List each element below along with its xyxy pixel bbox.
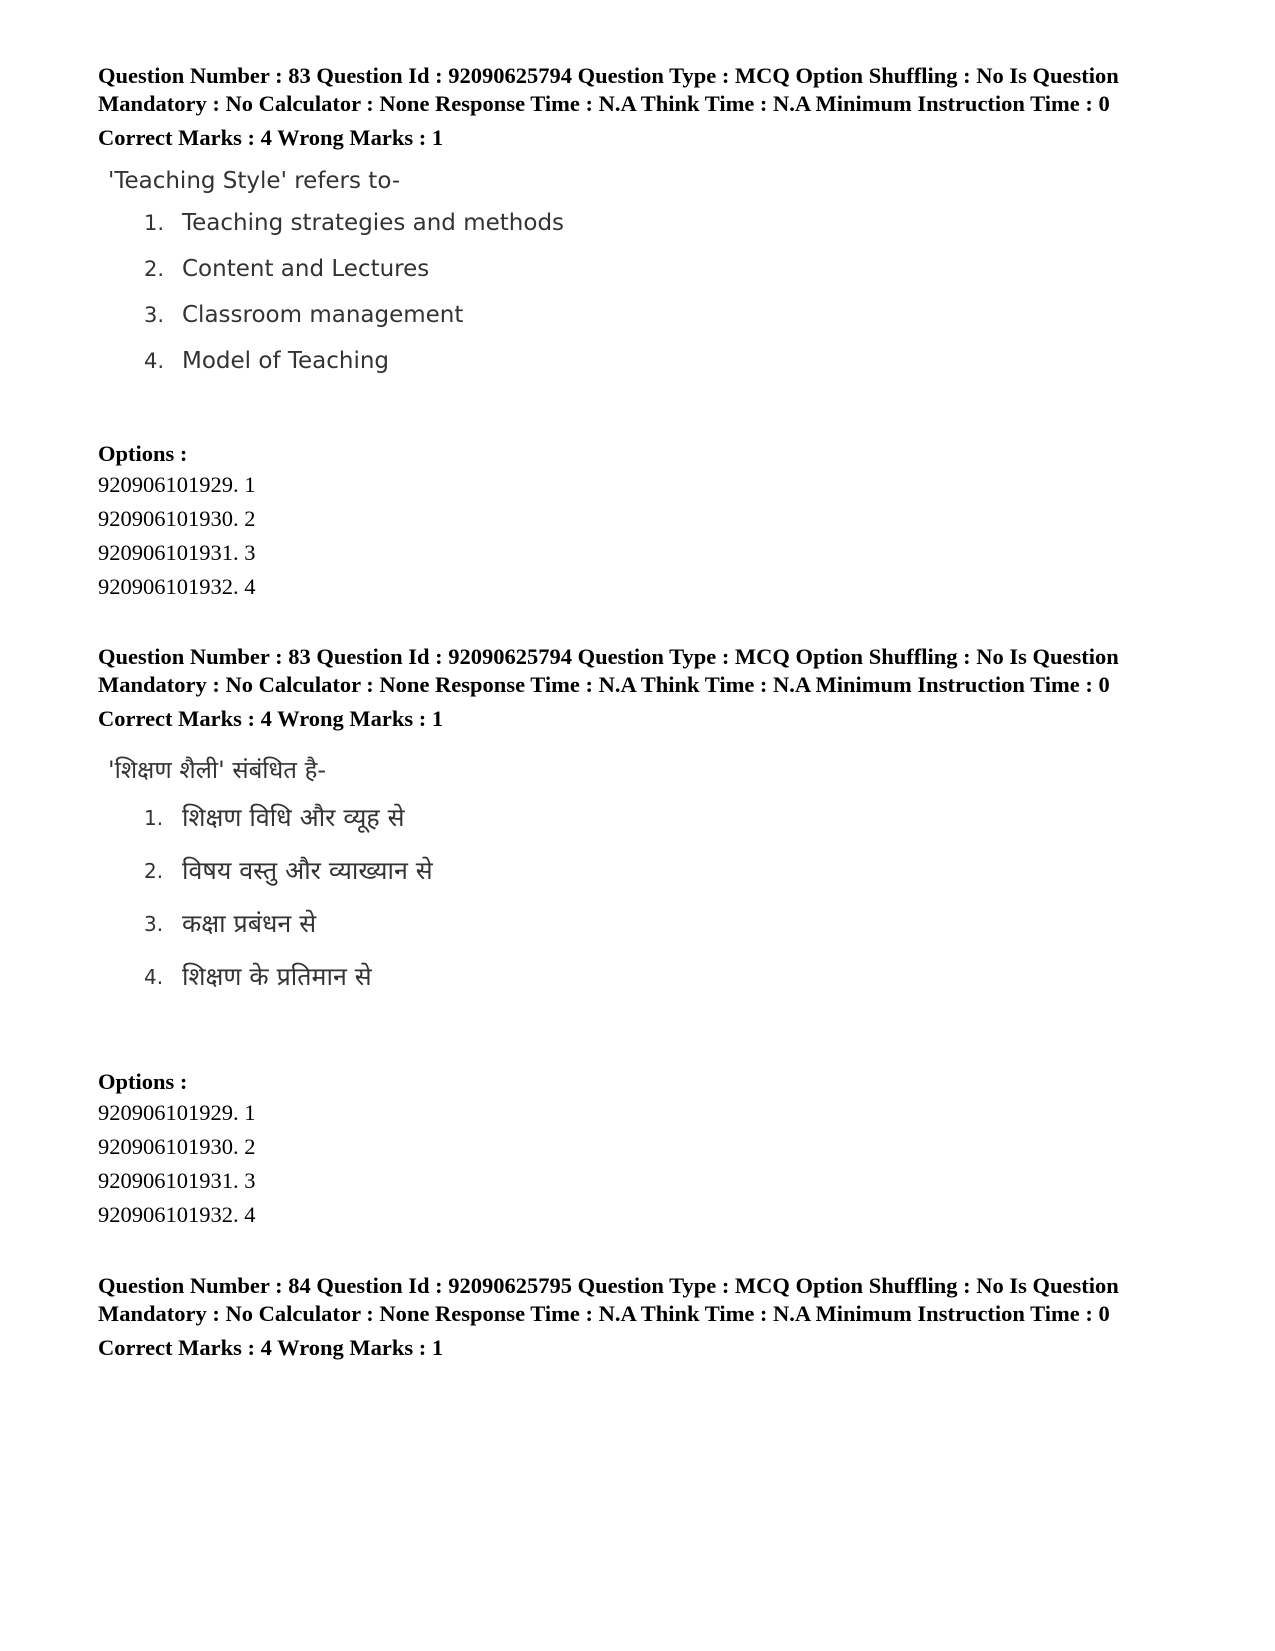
choice-number: 3. bbox=[144, 912, 164, 936]
choice-item bbox=[144, 854, 1188, 907]
question-block bbox=[98, 643, 1188, 1013]
choice-text: Content and Lectures bbox=[182, 256, 430, 282]
option-item: 920906101930. 2 bbox=[98, 506, 256, 531]
option-item: 920906101930. 2 bbox=[98, 1134, 256, 1159]
question-marks: Correct Marks : 4 Wrong Marks : 1 bbox=[98, 1335, 444, 1360]
choice-item bbox=[144, 206, 1188, 252]
question-meta: Question Number : 83 Question Id : 92090625794 Question Type : MCQ Option Shuffling : No Is Question Mandatory : No Calculator : None Response Time : N.A Think Time : N.A Minimum Instruction Time : 0 bbox=[98, 63, 1119, 116]
choice-text: Classroom management bbox=[182, 302, 464, 328]
question-meta: Question Number : 83 Question Id : 92090625794 Question Type : MCQ Option Shuffling : No Is Question Mandatory : No Calculator : None Response Time : N.A Think Time : N.A Minimum Instruction Time : 0 bbox=[98, 644, 1119, 697]
choice-text: Teaching strategies and methods bbox=[182, 210, 565, 236]
choice-number: 1. bbox=[144, 806, 164, 830]
choice-text: Model of Teaching bbox=[182, 348, 390, 374]
question-block bbox=[98, 1272, 1188, 1362]
choice-item bbox=[144, 252, 1188, 298]
question-stem: 'Teaching Style' refers to- bbox=[108, 168, 401, 194]
choice-number: 4. bbox=[144, 965, 164, 989]
option-item: 920906101929. 1 bbox=[98, 472, 256, 497]
choice-text: शिक्षण विधि और व्यूह से bbox=[182, 803, 405, 832]
choice-item bbox=[144, 298, 1188, 344]
choice-text: कक्षा प्रबंधन से bbox=[182, 909, 317, 938]
question-body bbox=[98, 164, 1188, 390]
options-block bbox=[98, 440, 1188, 604]
choice-number: 2. bbox=[144, 859, 164, 883]
choice-list bbox=[144, 206, 1188, 390]
choice-item bbox=[144, 801, 1188, 854]
question-marks: Correct Marks : 4 Wrong Marks : 1 bbox=[98, 125, 444, 150]
options-label: Options : bbox=[98, 1069, 188, 1094]
question-block bbox=[98, 62, 1188, 390]
choice-number: 3. bbox=[144, 303, 165, 327]
question-meta: Question Number : 84 Question Id : 92090625795 Question Type : MCQ Option Shuffling : No Is Question Mandatory : No Calculator : None Response Time : N.A Think Time : N.A Minimum Instruction Time : 0 bbox=[98, 1273, 1119, 1326]
options-label: Options : bbox=[98, 441, 188, 466]
choice-number: 1. bbox=[144, 211, 165, 235]
option-item: 920906101929. 1 bbox=[98, 1100, 256, 1125]
question-stem: 'शिक्षण शैली' संबंधित है- bbox=[108, 756, 326, 784]
option-item: 920906101932. 4 bbox=[98, 574, 256, 599]
choice-number: 2. bbox=[144, 257, 165, 281]
choice-text: विषय वस्तु और व्याख्यान से bbox=[182, 856, 433, 885]
option-item: 920906101932. 4 bbox=[98, 1202, 256, 1227]
option-item: 920906101931. 3 bbox=[98, 1168, 256, 1193]
choice-list bbox=[144, 801, 1188, 1013]
question-marks: Correct Marks : 4 Wrong Marks : 1 bbox=[98, 706, 444, 731]
question-body bbox=[98, 753, 1188, 1013]
choice-item bbox=[144, 960, 1188, 1013]
options-block bbox=[98, 1068, 1188, 1232]
choice-text: शिक्षण के प्रतिमान से bbox=[182, 962, 372, 991]
choice-number: 4. bbox=[144, 349, 165, 373]
option-item: 920906101931. 3 bbox=[98, 540, 256, 565]
choice-item bbox=[144, 907, 1188, 960]
choice-item bbox=[144, 344, 1188, 390]
